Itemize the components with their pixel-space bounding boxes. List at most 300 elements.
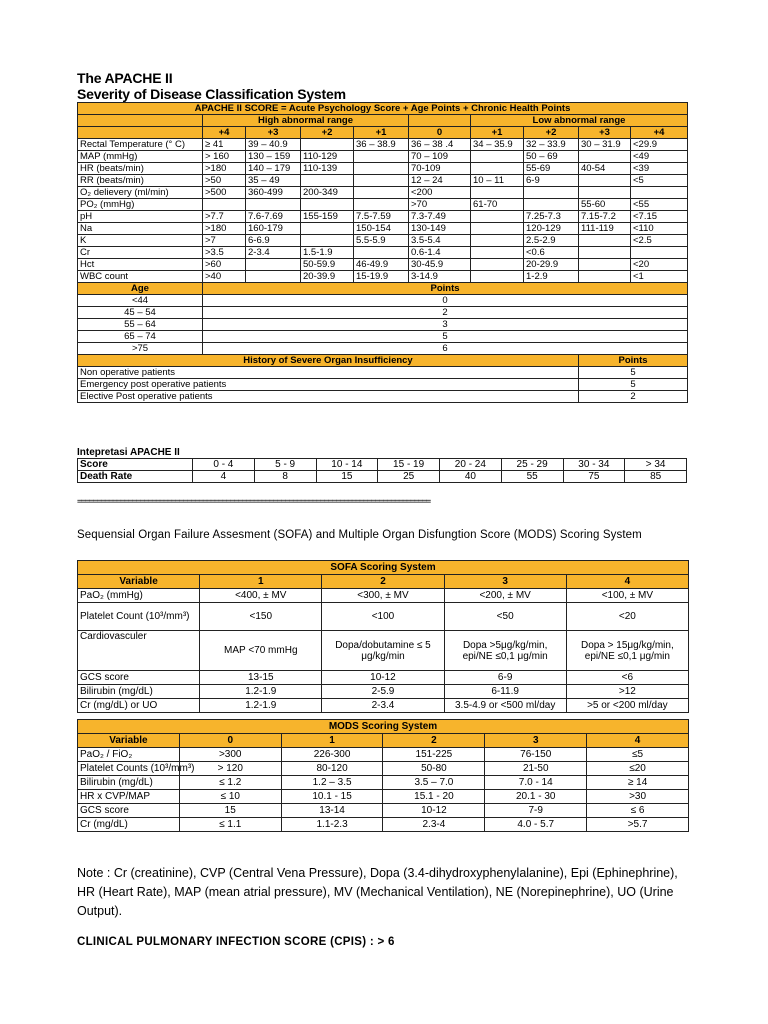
apache-value: 7.6-7.69	[246, 211, 301, 223]
apache-value	[471, 259, 524, 271]
apache-value	[579, 259, 631, 271]
mods-value: 80-120	[281, 762, 383, 776]
apache-points-blank	[78, 127, 203, 139]
sofa-value: <300, ± MV	[322, 589, 444, 603]
apache-variable-row	[78, 235, 688, 247]
apache-value	[524, 199, 579, 211]
apache-value	[354, 151, 409, 163]
apache-value: 39 – 40.9	[246, 139, 301, 151]
apache-value	[354, 163, 409, 175]
apache-value	[354, 187, 409, 199]
sofa-value: 10-12	[322, 671, 444, 685]
apache-variable-row	[78, 271, 688, 283]
apache-value: 110-129	[301, 151, 354, 163]
apache-value: <110	[631, 223, 688, 235]
apache-value	[579, 151, 631, 163]
apache-variable-name: Na	[78, 223, 203, 235]
mods-value: 3.5 – 7.0	[383, 776, 485, 790]
mods-score-header: 3	[485, 734, 587, 748]
apache-value: 150-154	[354, 223, 409, 235]
apache-variable-name: Rectal Temperature (° C)	[78, 139, 203, 151]
apache-variable-row	[78, 163, 688, 175]
interp-death-rate: 40	[440, 471, 502, 483]
apache-value: 32 – 33.9	[524, 139, 579, 151]
interp-title: Intepretasi APACHE II	[77, 447, 180, 458]
mods-row	[78, 776, 689, 790]
sofa-value: >5 or <200 ml/day	[566, 699, 688, 713]
apache-high-range: High abnormal range	[203, 115, 409, 127]
apache-value: 130-149	[409, 223, 471, 235]
sofa-value: 2-5.9	[322, 685, 444, 699]
history-points: 2	[579, 391, 688, 403]
mods-value: 76-150	[485, 748, 587, 762]
sofa-value: 6-9	[444, 671, 566, 685]
mods-value: > 120	[179, 762, 281, 776]
apache-formula: APACHE II SCORE = Acute Psychology Score + Age Points + Chronic Health Points	[78, 103, 688, 115]
sofa-title: SOFA Scoring System	[78, 561, 689, 575]
apache-value: ≥ 41	[203, 139, 246, 151]
apache-value	[579, 235, 631, 247]
mods-score-header: 0	[179, 734, 281, 748]
apache-value: 55-69	[524, 163, 579, 175]
interp-score: > 34	[625, 459, 687, 471]
mods-row	[78, 762, 689, 776]
sofa-value: MAP <70 mmHg	[200, 631, 322, 671]
sofa-row	[78, 671, 689, 685]
apache-value: >70	[409, 199, 471, 211]
mods-variable: Bilirubin (mg/dL)	[78, 776, 180, 790]
apache-points-header: +4	[631, 127, 688, 139]
interp-score: 10 - 14	[316, 459, 378, 471]
history-label: Non operative patients	[78, 367, 579, 379]
apache-variable-name: pH	[78, 211, 203, 223]
mods-variable: PaO₂ / FiO₂	[78, 748, 180, 762]
apache-value	[471, 247, 524, 259]
mods-row	[78, 804, 689, 818]
apache-value: <20	[631, 259, 688, 271]
history-row	[78, 379, 688, 391]
sofa-variable: Platelet Count (10³/mm³)	[78, 603, 200, 631]
apache-value	[471, 211, 524, 223]
apache-value: <0.6	[524, 247, 579, 259]
mods-row	[78, 790, 689, 804]
sofa-value: Dopa >5μg/kg/min, epi/NE ≤0,1 μg/min	[444, 631, 566, 671]
apache-points-header: +3	[246, 127, 301, 139]
history-points-header: Points	[579, 355, 688, 367]
interp-score: 25 - 29	[501, 459, 563, 471]
sofa-value: 1.2-1.9	[200, 699, 322, 713]
apache-value: 0.6-1.4	[409, 247, 471, 259]
apache-variable-row	[78, 211, 688, 223]
age-range: 55 – 64	[78, 319, 203, 331]
apache-value: >3.5	[203, 247, 246, 259]
apache-value: >180	[203, 223, 246, 235]
history-label: Emergency post operative patients	[78, 379, 579, 391]
apache-variable-name: PO₂ (mmHg)	[78, 199, 203, 211]
apache-value: 55-60	[579, 199, 631, 211]
apache-points-header: +1	[471, 127, 524, 139]
apache-points-header: +2	[301, 127, 354, 139]
apache-value: >60	[203, 259, 246, 271]
interp-death-rate: 4	[193, 471, 255, 483]
age-points: 0	[203, 295, 688, 307]
page-subtitle: Severity of Disease Classification System	[77, 86, 346, 102]
mods-header-row	[78, 734, 689, 748]
mods-value: >5.7	[587, 818, 689, 832]
apache-value: >7.7	[203, 211, 246, 223]
apache-value: <1	[631, 271, 688, 283]
apache-variable-row	[78, 223, 688, 235]
age-row	[78, 319, 688, 331]
apache-value	[471, 271, 524, 283]
apache-value: 34 – 35.9	[471, 139, 524, 151]
apache-value	[246, 271, 301, 283]
apache-value: 2-3.4	[246, 247, 301, 259]
interp-score: 0 - 4	[193, 459, 255, 471]
apache-value: 20-29.9	[524, 259, 579, 271]
apache-variable-name: MAP (mmHg)	[78, 151, 203, 163]
history-row	[78, 367, 688, 379]
sofa-title-row	[78, 561, 689, 575]
history-points: 5	[579, 367, 688, 379]
apache-value	[579, 271, 631, 283]
apache-value: 140 – 179	[246, 163, 301, 175]
apache-value: 1.5-1.9	[301, 247, 354, 259]
page-title: The APACHE II	[77, 70, 173, 86]
apache-value: <200	[409, 187, 471, 199]
history-header: History of Severe Organ Insufficiency	[78, 355, 579, 367]
cpis-heading: CLINICAL PULMONARY INFECTION SCORE (CPIS) : > 6	[77, 936, 395, 948]
apache-value	[631, 187, 688, 199]
apache-value: 5.5-5.9	[354, 235, 409, 247]
sofa-value: 3.5-4.9 or <500 ml/day	[444, 699, 566, 713]
mods-value: ≥ 14	[587, 776, 689, 790]
apache-value: 35 – 49	[246, 175, 301, 187]
apache-value	[471, 235, 524, 247]
age-range: >75	[78, 343, 203, 355]
sofa-value: 1.2-1.9	[200, 685, 322, 699]
mods-value: 7-9	[485, 804, 587, 818]
interp-death-rate: 75	[563, 471, 625, 483]
apache-variable-name: WBC count	[78, 271, 203, 283]
age-points: 2	[203, 307, 688, 319]
mods-value: 10.1 - 15	[281, 790, 383, 804]
apache-value	[301, 175, 354, 187]
sofa-variable: PaO₂ (mmHg)	[78, 589, 200, 603]
sofa-value: <200, ± MV	[444, 589, 566, 603]
interp-death-label: Death Rate	[78, 471, 193, 483]
mods-score-header: 1	[281, 734, 383, 748]
apache-range-blank	[78, 115, 203, 127]
sofa-value: <20	[566, 603, 688, 631]
mods-title: MODS Scoring System	[78, 720, 689, 734]
age-row	[78, 343, 688, 355]
apache-value: 6-9	[524, 175, 579, 187]
apache-value	[579, 247, 631, 259]
apache-value	[301, 199, 354, 211]
sofa-value: Dopa/dobutamine ≤ 5 μg/kg/min	[322, 631, 444, 671]
apache-value: 46-49.9	[354, 259, 409, 271]
mods-variable: HR x CVP/MAP	[78, 790, 180, 804]
mods-value: >300	[179, 748, 281, 762]
sofa-variable-header: Variable	[78, 575, 200, 589]
apache-value: 360-499	[246, 187, 301, 199]
apache-value	[471, 187, 524, 199]
apache-value: <49	[631, 151, 688, 163]
apache-value: <5	[631, 175, 688, 187]
mods-value: 151-225	[383, 748, 485, 762]
sofa-score-header: 2	[322, 575, 444, 589]
apache-variable-row	[78, 139, 688, 151]
sofa-value: <400, ± MV	[200, 589, 322, 603]
apache-points-header: +4	[203, 127, 246, 139]
sofa-variable: Bilirubin (mg/dL)	[78, 685, 200, 699]
apache-value	[631, 247, 688, 259]
sofa-value: <6	[566, 671, 688, 685]
mods-value: 21-50	[485, 762, 587, 776]
mods-value: 13-14	[281, 804, 383, 818]
mods-value: >30	[587, 790, 689, 804]
sofa-value: <150	[200, 603, 322, 631]
sofa-value: 13-15	[200, 671, 322, 685]
sofa-mods-heading: Sequensial Organ Failure Assesment (SOFA) and Multiple Organ Disfungtion Score (MODS) Scoring System	[77, 529, 642, 541]
mods-value: 15	[179, 804, 281, 818]
mods-row	[78, 748, 689, 762]
sofa-score-header: 4	[566, 575, 688, 589]
apache-value	[354, 175, 409, 187]
apache-value: 36 – 38 .4	[409, 139, 471, 151]
sofa-variable: GCS score	[78, 671, 200, 685]
sofa-score-header: 3	[444, 575, 566, 589]
apache-value: 50-59.9	[301, 259, 354, 271]
apache-variable-row	[78, 247, 688, 259]
interp-score-row	[78, 459, 687, 471]
mods-value: 226-300	[281, 748, 383, 762]
apache-value	[301, 139, 354, 151]
apache-value	[471, 223, 524, 235]
sofa-row	[78, 631, 689, 671]
apache-value: 20-39.9	[301, 271, 354, 283]
age-row	[78, 331, 688, 343]
interp-score: 5 - 9	[254, 459, 316, 471]
apache-value: 7.25-7.3	[524, 211, 579, 223]
apache-value	[246, 259, 301, 271]
mods-score-header: 2	[383, 734, 485, 748]
mods-value: 2.3-4	[383, 818, 485, 832]
apache-value: 36 – 38.9	[354, 139, 409, 151]
mods-row	[78, 818, 689, 832]
sofa-value: >12	[566, 685, 688, 699]
apache-value: 7.5-7.59	[354, 211, 409, 223]
apache-points-header-row	[78, 127, 688, 139]
apache-value: 200-349	[301, 187, 354, 199]
apache-value: 1-2.9	[524, 271, 579, 283]
apache-value: 3-14.9	[409, 271, 471, 283]
sofa-value: <100	[322, 603, 444, 631]
sofa-table	[77, 560, 689, 713]
apache-variable-name: RR (beats/min)	[78, 175, 203, 187]
mods-variable: GCS score	[78, 804, 180, 818]
apache-variable-name: Cr	[78, 247, 203, 259]
apache-variable-name: K	[78, 235, 203, 247]
apache-variable-row	[78, 199, 688, 211]
mods-variable: Platelet Counts (10³/mm³)	[78, 762, 180, 776]
apache-points-header: 0	[409, 127, 471, 139]
interp-table	[77, 458, 687, 483]
apache-value: 6-6.9	[246, 235, 301, 247]
history-row	[78, 391, 688, 403]
sofa-value: 6-11.9	[444, 685, 566, 699]
apache-value: 120-129	[524, 223, 579, 235]
mods-value: 10-12	[383, 804, 485, 818]
mods-value: ≤5	[587, 748, 689, 762]
age-points: 5	[203, 331, 688, 343]
apache-value	[301, 235, 354, 247]
apache-low-range: Low abnormal range	[471, 115, 688, 127]
apache-value: 61-70	[471, 199, 524, 211]
interp-score-label: Score	[78, 459, 193, 471]
separator-line: ==========================================================================================	[77, 497, 430, 507]
apache-value	[524, 187, 579, 199]
apache-variable-name: Hct	[78, 259, 203, 271]
age-row	[78, 307, 688, 319]
apache-value	[246, 199, 301, 211]
apache-value	[471, 163, 524, 175]
interp-death-rate: 85	[625, 471, 687, 483]
apache-variable-row	[78, 259, 688, 271]
sofa-row	[78, 589, 689, 603]
mods-value: 50-80	[383, 762, 485, 776]
apache-range-mid	[409, 115, 471, 127]
sofa-variable: Cardiovasculer	[78, 631, 200, 671]
history-label: Elective Post operative patients	[78, 391, 579, 403]
apache-value: 70 – 109	[409, 151, 471, 163]
apache-value: 70-109	[409, 163, 471, 175]
apache-value: 30-45.9	[409, 259, 471, 271]
interp-death-row	[78, 471, 687, 483]
apache-value: >180	[203, 163, 246, 175]
mods-variable-header: Variable	[78, 734, 180, 748]
mods-value: 20.1 - 30	[485, 790, 587, 804]
mods-value: ≤20	[587, 762, 689, 776]
sofa-value: <50	[444, 603, 566, 631]
history-header-row	[78, 355, 688, 367]
age-points: 6	[203, 343, 688, 355]
interp-score: 20 - 24	[440, 459, 502, 471]
age-range: <44	[78, 295, 203, 307]
interp-death-rate: 55	[501, 471, 563, 483]
apache-points-header: +2	[524, 127, 579, 139]
sofa-row	[78, 685, 689, 699]
mods-value: 1.1-2.3	[281, 818, 383, 832]
apache-variable-row	[78, 175, 688, 187]
apache-value	[579, 175, 631, 187]
age-points-header: Points	[203, 283, 688, 295]
age-header: Age	[78, 283, 203, 295]
mods-variable: Cr (mg/dL)	[78, 818, 180, 832]
age-row	[78, 295, 688, 307]
apache-value: 2.5-2.9	[524, 235, 579, 247]
apache-value: <7.15	[631, 211, 688, 223]
mods-value: ≤ 1.1	[179, 818, 281, 832]
apache-variable-row	[78, 151, 688, 163]
apache-value: <55	[631, 199, 688, 211]
sofa-row	[78, 603, 689, 631]
apache-value: 111-119	[579, 223, 631, 235]
interp-death-rate: 15	[316, 471, 378, 483]
apache-value: <2.5	[631, 235, 688, 247]
apache-value: 50 – 69	[524, 151, 579, 163]
age-range: 65 – 74	[78, 331, 203, 343]
apache-points-header: +1	[354, 127, 409, 139]
apache-value: 110-139	[301, 163, 354, 175]
sofa-row	[78, 699, 689, 713]
apache-value: >40	[203, 271, 246, 283]
apache-points-header: +3	[579, 127, 631, 139]
apache-value: 160-179	[246, 223, 301, 235]
apache-value: 155-159	[301, 211, 354, 223]
apache-value: 130 – 159	[246, 151, 301, 163]
apache-value: 7.3-7.49	[409, 211, 471, 223]
interp-score: 15 - 19	[378, 459, 440, 471]
apache-table	[77, 102, 688, 403]
sofa-variable: Cr (mg/dL) or UO	[78, 699, 200, 713]
apache-range-row	[78, 115, 688, 127]
mods-title-row	[78, 720, 689, 734]
history-points: 5	[579, 379, 688, 391]
apache-value: >50	[203, 175, 246, 187]
mods-value: 15.1 - 20	[383, 790, 485, 804]
mods-score-header: 4	[587, 734, 689, 748]
apache-value	[471, 151, 524, 163]
mods-value: ≤ 10	[179, 790, 281, 804]
age-range: 45 – 54	[78, 307, 203, 319]
apache-value	[203, 199, 246, 211]
apache-value: 40-54	[579, 163, 631, 175]
apache-value	[354, 199, 409, 211]
age-points: 3	[203, 319, 688, 331]
mods-table	[77, 719, 689, 832]
apache-value: >7	[203, 235, 246, 247]
apache-value: 10 – 11	[471, 175, 524, 187]
mods-value: 4.0 - 5.7	[485, 818, 587, 832]
mods-value: ≤ 1.2	[179, 776, 281, 790]
interp-score: 30 - 34	[563, 459, 625, 471]
apache-value	[301, 223, 354, 235]
apache-value: 7.15-7.2	[579, 211, 631, 223]
mods-value: 7.0 - 14	[485, 776, 587, 790]
apache-value: 15-19.9	[354, 271, 409, 283]
apache-variable-name: HR (beats/min)	[78, 163, 203, 175]
apache-value	[354, 247, 409, 259]
mods-value: 1.2 – 3.5	[281, 776, 383, 790]
sofa-score-header: 1	[200, 575, 322, 589]
apache-value: 3.5-5.4	[409, 235, 471, 247]
apache-variable-row	[78, 187, 688, 199]
apache-value: 12 – 24	[409, 175, 471, 187]
sofa-header-row	[78, 575, 689, 589]
apache-value: <29.9	[631, 139, 688, 151]
apache-variable-name: O₂ delievery (ml/min)	[78, 187, 203, 199]
sofa-value: <100, ± MV	[566, 589, 688, 603]
apache-value: <39	[631, 163, 688, 175]
sofa-value: Dopa > 15μg/kg/min, epi/NE ≤0,1 μg/min	[566, 631, 688, 671]
apache-value: 30 – 31.9	[579, 139, 631, 151]
apache-value	[579, 187, 631, 199]
interp-death-rate: 25	[378, 471, 440, 483]
apache-value: > 160	[203, 151, 246, 163]
apache-formula-row	[78, 103, 688, 115]
